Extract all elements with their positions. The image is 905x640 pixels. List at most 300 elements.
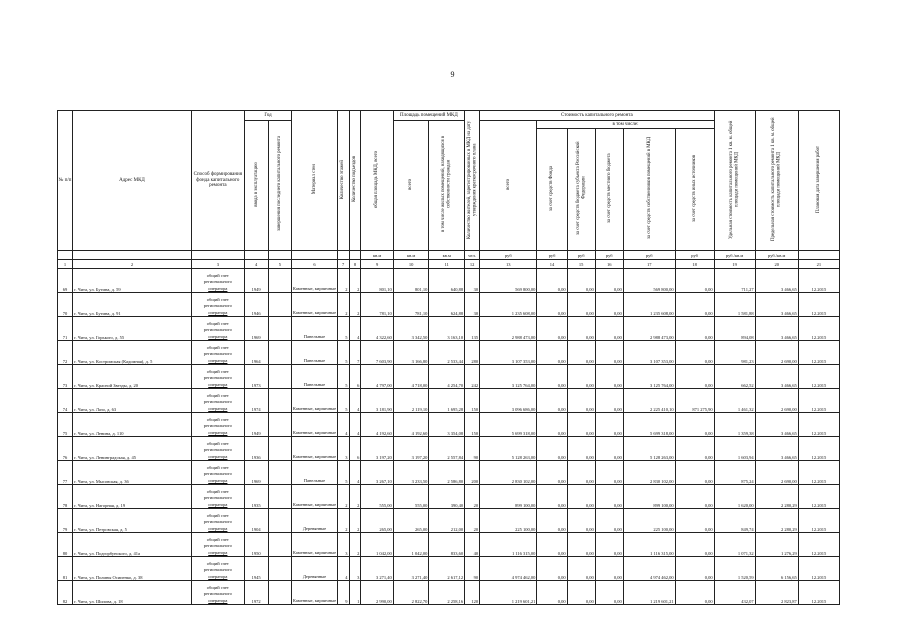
budget-rf-cell: 0,00 (567, 437, 595, 461)
year-last-repair-cell (268, 293, 292, 317)
max-cost-cell: 2 280,29 (755, 485, 798, 509)
premises-owned-cell: 2 533,44 (429, 341, 465, 365)
unit-cost-cell: 1 581,88 (714, 293, 755, 317)
fund-method-cell: общий счет регионального оператора (191, 437, 244, 461)
unit-cell: руб./кв.м (714, 251, 755, 260)
address-cell: г. Чита, ул. Костромская (Кадомная), д. 5 (73, 341, 192, 365)
fund-method-cell: общий счет регионального оператора (191, 509, 244, 533)
fund-cost-cell: 0,00 (537, 557, 567, 581)
budget-rf-cell: 0,00 (567, 461, 595, 485)
total-area-cell: 3 267,10 (361, 461, 393, 485)
year-commission-cell: 1904 (244, 509, 268, 533)
unit-cost-cell: 875,24 (714, 461, 755, 485)
premises-owned-cell: 640,88 (429, 269, 465, 293)
entrances-cell: 2 (349, 509, 361, 533)
floors-cell: 3 (337, 437, 349, 461)
entrances-cell: 4 (349, 389, 361, 413)
premises-owned-cell: 3 354,08 (429, 413, 465, 437)
owners-cost-cell: 5 128 263,00 (623, 437, 675, 461)
year-commission-cell: 1949 (244, 269, 268, 293)
column-number-cell: 19 (714, 260, 755, 269)
wall-material-cell: Панельные (292, 461, 337, 485)
floors-cell: 5 (337, 461, 349, 485)
floors-cell: 3 (337, 533, 349, 557)
row-number: 70 (58, 293, 73, 317)
column-number-cell: 13 (480, 260, 537, 269)
unit-cost-cell: 849,74 (714, 509, 755, 533)
column-number-cell: 7 (337, 260, 349, 269)
row-number: 82 (58, 581, 73, 605)
year-commission-cell: 1945 (244, 557, 268, 581)
year-commission-cell: 1946 (244, 293, 268, 317)
unit-cell (798, 251, 839, 260)
unit-cell (337, 251, 349, 260)
unit-cell (191, 251, 244, 260)
wall-material-cell: Деревянные (292, 557, 337, 581)
year-last-repair-cell (268, 437, 292, 461)
max-cost-cell: 3 466,65 (755, 365, 798, 389)
capital-repair-table (57, 110, 840, 605)
premises-total-cell: 3 342,50 (393, 317, 429, 341)
address-cell: г. Чита, ул. Полины Осипенко, д. 38 (73, 557, 192, 581)
premises-total-cell: 555,00 (393, 485, 429, 509)
other-cost-cell: 0,00 (675, 485, 714, 509)
budget-rf-cell: 0,00 (567, 533, 595, 557)
fund-method-cell: общий счет регионального оператора (191, 365, 244, 389)
budget-local-cell: 0,00 (595, 413, 623, 437)
floors-cell: 5 (337, 317, 349, 341)
unit-cost-cell: 711,27 (714, 269, 755, 293)
unit-cell: руб./кв.м (755, 251, 798, 260)
budget-rf-cell: 0,00 (567, 341, 595, 365)
header-residents: Количество жителей, зарегистрированных в МКД на дату утверждения краткосрочного плана (466, 120, 478, 239)
column-number-cell: 15 (567, 260, 595, 269)
year-last-repair-cell (268, 365, 292, 389)
table-row (58, 413, 840, 437)
entrances-cell: 2 (349, 485, 361, 509)
row-number: 73 (58, 365, 73, 389)
address-cell: г. Чита, ул. Бутина, д. 91 (73, 293, 192, 317)
residents-cell: 150 (465, 413, 480, 437)
unit-cell: чел. (465, 251, 480, 260)
deadline-cell: 12.2015 (798, 293, 839, 317)
entrances-cell: 3 (349, 557, 361, 581)
entrances-cell: 4 (349, 317, 361, 341)
wall-material-cell: Каменные, кирпичные (292, 485, 337, 509)
budget-rf-cell: 0,00 (567, 389, 595, 413)
unit-cost-cell: 894,08 (714, 317, 755, 341)
column-number-cell: 16 (595, 260, 623, 269)
other-cost-cell: 0,00 (675, 461, 714, 485)
budget-rf-cell: 0,00 (567, 485, 595, 509)
total-area-cell: 781,10 (361, 293, 393, 317)
address-cell: г. Чита, ул. Ленинградская, д. 45 (73, 437, 192, 461)
deadline-cell: 12.2015 (798, 461, 839, 485)
column-number-cell: 18 (675, 260, 714, 269)
row-number: 79 (58, 509, 73, 533)
other-cost-cell: 871 275,90 (675, 389, 714, 413)
budget-local-cell: 0,00 (595, 533, 623, 557)
other-cost-cell: 0,00 (675, 293, 714, 317)
cost-total-cell: 1 219 601,21 (480, 581, 537, 605)
address-cell: г. Чита, ул. Нагорная, д. 19 (73, 485, 192, 509)
max-cost-cell: 2 280,29 (755, 509, 798, 533)
header-premises-total: всего (408, 178, 414, 190)
unit-cell (73, 251, 192, 260)
fund-cost-cell: 0,00 (537, 413, 567, 437)
premises-total-cell: 3 271,40 (393, 557, 429, 581)
cost-total-cell: 1 235 608,00 (480, 293, 537, 317)
owners-cost-cell: 569 800,00 (623, 269, 675, 293)
total-area-cell: 2 990,00 (361, 581, 393, 605)
table-body (58, 269, 840, 605)
address-cell: г. Чита, ул. Ленина, д. 110 (73, 413, 192, 437)
unit-cell: кв.м (429, 251, 465, 260)
budget-local-cell: 0,00 (595, 509, 623, 533)
unit-cost-cell: 1 461,32 (714, 389, 755, 413)
budget-rf-cell: 0,00 (567, 581, 595, 605)
column-number-cell: 5 (268, 260, 292, 269)
budget-rf-cell: 0,00 (567, 413, 595, 437)
unit-cell: руб (480, 251, 537, 260)
year-commission-cell: 1974 (244, 389, 268, 413)
fund-cost-cell: 0,00 (537, 461, 567, 485)
row-number: 80 (58, 533, 73, 557)
total-area-cell: 3 181,90 (361, 389, 393, 413)
row-number: 78 (58, 485, 73, 509)
fund-method-cell: общий счет регионального оператора (191, 389, 244, 413)
unit-cost-cell: 981,23 (714, 341, 755, 365)
fund-cost-cell: 0,00 (537, 581, 567, 605)
table-row (58, 389, 840, 413)
header-address: Адрес МКД (73, 111, 192, 251)
premises-total-cell: 3 197,20 (393, 437, 429, 461)
unit-cell: руб (595, 251, 623, 260)
header-cost-total: всего (505, 178, 511, 190)
floors-cell: 9 (337, 581, 349, 605)
residents-cell: 20 (465, 485, 480, 509)
total-area-cell: 4 797,00 (361, 365, 393, 389)
table-row (58, 557, 840, 581)
header-incl: в том числе: (537, 121, 714, 129)
premises-owned-cell: 2 258,16 (429, 581, 465, 605)
entrances-cell: 2 (349, 269, 361, 293)
cost-total-cell: 225 100,00 (480, 509, 537, 533)
max-cost-cell: 1 276,29 (755, 533, 798, 557)
header-year-last-repair: завершения последнего капитального ремонта (277, 136, 283, 232)
wall-material-cell: Панельные (292, 317, 337, 341)
year-last-repair-cell (268, 461, 292, 485)
header-premises-owned: в том числе жилых помещений, находящихся в собственности граждан (441, 136, 452, 233)
deadline-cell: 12.2015 (798, 533, 839, 557)
premises-total-cell: 3 233,50 (393, 461, 429, 485)
address-cell: г. Чита, ул. Горького, д. 55 (73, 317, 192, 341)
deadline-cell: 12.2015 (798, 509, 839, 533)
floors-cell: 5 (337, 389, 349, 413)
unit-cost-cell: 1 359,38 (714, 413, 755, 437)
deadline-cell: 12.2015 (798, 317, 839, 341)
unit-cell: кв.м (361, 251, 393, 260)
wall-material-cell: Каменные, кирпичные (292, 413, 337, 437)
premises-owned-cell: 624,88 (429, 293, 465, 317)
wall-material-cell: Каменные, кирпичные (292, 269, 337, 293)
fund-method-cell: общий счет регионального оператора (191, 317, 244, 341)
header-cost-group: Стоимость капитального ремонта (480, 111, 714, 121)
table-row (58, 365, 840, 389)
premises-owned-cell: 4 254,70 (429, 365, 465, 389)
column-number-cell: 6 (292, 260, 337, 269)
header-fund-method: Способ формирования фонда капитального ремонта (191, 111, 244, 251)
max-cost-cell: 3 466,65 (755, 269, 798, 293)
cost-total-cell: 2 830 102,00 (480, 461, 537, 485)
table-row (58, 461, 840, 485)
address-cell: г. Чита, ул. Петровская, д. 5 (73, 509, 192, 533)
owners-cost-cell: 2 830 102,00 (623, 461, 675, 485)
total-area-cell: 555,00 (361, 485, 393, 509)
column-number-cell: 12 (465, 260, 480, 269)
units-row (58, 251, 840, 260)
column-number-cell: 9 (361, 260, 393, 269)
row-number: 74 (58, 389, 73, 413)
premises-owned-cell: 2 557,84 (429, 437, 465, 461)
residents-cell: 40 (465, 533, 480, 557)
deadline-cell: 12.2015 (798, 485, 839, 509)
fund-method-cell: общий счет регионального оператора (191, 533, 244, 557)
row-number: 71 (58, 317, 73, 341)
cost-total-cell: 4 974 462,00 (480, 557, 537, 581)
budget-local-cell: 0,00 (595, 269, 623, 293)
wall-material-cell: Каменные, кирпичные (292, 533, 337, 557)
cost-total-cell: 5 699 318,00 (480, 413, 537, 437)
year-commission-cell: 1936 (244, 437, 268, 461)
entrances-cell: 7 (349, 341, 361, 365)
residents-cell: 30 (465, 269, 480, 293)
deadline-cell: 12.2015 (798, 365, 839, 389)
unit-cell: руб (537, 251, 567, 260)
budget-local-cell: 0,00 (595, 317, 623, 341)
unit-cell (292, 251, 337, 260)
budget-local-cell: 0,00 (595, 293, 623, 317)
unit-cell (244, 251, 268, 260)
cost-total-cell: 569 800,00 (480, 269, 537, 293)
header-floors: Количество этажей (340, 159, 346, 199)
year-last-repair-cell (268, 533, 292, 557)
year-commission-cell: 1935 (244, 485, 268, 509)
header-fund-cost: за счет средств Фонда (549, 165, 555, 211)
premises-total-cell: 4 718,00 (393, 365, 429, 389)
row-number: 69 (58, 269, 73, 293)
page-number: 9 (450, 70, 455, 79)
entrances-cell: 2 (349, 533, 361, 557)
address-cell: г. Чита, ул. Шилова, д. 18 (73, 581, 192, 605)
year-last-repair-cell (268, 509, 292, 533)
entrances-cell: 4 (349, 461, 361, 485)
max-cost-cell: 2 690,00 (755, 341, 798, 365)
year-last-repair-cell (268, 581, 292, 605)
year-commission-cell: 1969 (244, 461, 268, 485)
residents-cell: 135 (465, 317, 480, 341)
column-number-cell: 14 (537, 260, 567, 269)
row-number: 76 (58, 437, 73, 461)
premises-total-cell: 265,00 (393, 509, 429, 533)
budget-rf-cell: 0,00 (567, 293, 595, 317)
fund-cost-cell: 0,00 (537, 269, 567, 293)
total-area-cell: 7 603,90 (361, 341, 393, 365)
owners-cost-cell: 3 107 353,00 (623, 341, 675, 365)
deadline-cell: 12.2015 (798, 437, 839, 461)
year-commission-cell: 1949 (244, 413, 268, 437)
year-last-repair-cell (268, 341, 292, 365)
table-row (58, 533, 840, 557)
cost-total-cell: 3 096 686,00 (480, 389, 537, 413)
fund-method-cell: общий счет регионального оператора (191, 557, 244, 581)
table-row (58, 485, 840, 509)
total-area-cell: 1 042,00 (361, 533, 393, 557)
cost-total-cell: 3 107 353,00 (480, 341, 537, 365)
table-row (58, 581, 840, 605)
budget-local-cell: 0,00 (595, 485, 623, 509)
header-other: за счет средств иных источников (691, 154, 697, 222)
column-number-cell: 21 (798, 260, 839, 269)
column-number-cell: 4 (244, 260, 268, 269)
other-cost-cell: 0,00 (675, 557, 714, 581)
column-number-cell: 1 (58, 260, 73, 269)
header-deadline: Плановая дата завершения работ (816, 145, 822, 213)
residents-cell: 120 (465, 581, 480, 605)
address-cell: г. Чита, ул. Лазо, д. 63 (73, 389, 192, 413)
residents-cell: 150 (465, 389, 480, 413)
other-cost-cell: 0,00 (675, 269, 714, 293)
premises-total-cell: 781,10 (393, 293, 429, 317)
floors-cell: 2 (337, 269, 349, 293)
budget-local-cell: 0,00 (595, 365, 623, 389)
other-cost-cell: 0,00 (675, 533, 714, 557)
entrances-cell: 2 (349, 293, 361, 317)
fund-cost-cell: 0,00 (537, 509, 567, 533)
residents-cell: 242 (465, 365, 480, 389)
budget-local-cell: 0,00 (595, 389, 623, 413)
premises-owned-cell: 212,00 (429, 509, 465, 533)
unit-cell (268, 251, 292, 260)
year-last-repair-cell (268, 389, 292, 413)
budget-rf-cell: 0,00 (567, 557, 595, 581)
column-number-cell: 17 (623, 260, 675, 269)
header-owners: за счет средств собственников помещений в МКД (646, 137, 652, 240)
column-number-cell: 8 (349, 260, 361, 269)
unit-cell (58, 251, 73, 260)
residents-cell: 280 (465, 341, 480, 365)
fund-cost-cell: 0,00 (537, 365, 567, 389)
floors-cell: 2 (337, 509, 349, 533)
fund-cost-cell: 0,00 (537, 317, 567, 341)
other-cost-cell: 0,00 (675, 413, 714, 437)
unit-cost-cell: 1 620,00 (714, 485, 755, 509)
year-commission-cell: 1973 (244, 365, 268, 389)
fund-cost-cell: 0,00 (537, 485, 567, 509)
owners-cost-cell: 1 219 601,21 (623, 581, 675, 605)
deadline-cell: 12.2015 (798, 389, 839, 413)
residents-cell: 200 (465, 461, 480, 485)
residents-cell: 90 (465, 557, 480, 581)
row-number: 77 (58, 461, 73, 485)
fund-method-cell: общий счет регионального оператора (191, 293, 244, 317)
column-number-cell: 10 (393, 260, 429, 269)
fund-method-cell: общий счет регионального оператора (191, 485, 244, 509)
max-cost-cell: 3 466,65 (755, 293, 798, 317)
cost-total-cell: 1 116 315,00 (480, 533, 537, 557)
header-num: № п/п (58, 111, 73, 251)
budget-local-cell: 0,00 (595, 461, 623, 485)
year-last-repair-cell (268, 413, 292, 437)
premises-owned-cell: 1 695,28 (429, 389, 465, 413)
header-total-area: общая площадь МКД, всего (374, 150, 380, 208)
fund-method-cell: общий счет регионального оператора (191, 413, 244, 437)
table-row (58, 509, 840, 533)
max-cost-cell: 3 466,65 (755, 317, 798, 341)
wall-material-cell: Деревянные (292, 509, 337, 533)
total-area-cell: 3 197,20 (361, 437, 393, 461)
unit-cost-cell: 1 603,94 (714, 437, 755, 461)
fund-method-cell: общий счет регионального оператора (191, 461, 244, 485)
premises-owned-cell: 2 586,80 (429, 461, 465, 485)
year-last-repair-cell (268, 557, 292, 581)
wall-material-cell: Панельные (292, 341, 337, 365)
header-entrances: Количество подъездов (352, 156, 358, 203)
budget-rf-cell: 0,00 (567, 365, 595, 389)
other-cost-cell: 0,00 (675, 317, 714, 341)
unit-cell: кв.м (393, 251, 429, 260)
total-area-cell: 4 322,60 (361, 317, 393, 341)
header-unit-cost: Удельная стоимость капитального ремонта 1 кв. м. общей площади помещений МКД (729, 120, 740, 239)
other-cost-cell: 0,00 (675, 365, 714, 389)
unit-cell: руб (623, 251, 675, 260)
row-number: 72 (58, 341, 73, 365)
max-cost-cell: 2 823,87 (755, 581, 798, 605)
year-commission-cell: 1969 (244, 317, 268, 341)
premises-total-cell: 2 119,10 (393, 389, 429, 413)
premises-total-cell: 2 822,70 (393, 581, 429, 605)
owners-cost-cell: 4 974 462,00 (623, 557, 675, 581)
owners-cost-cell: 899 100,00 (623, 485, 675, 509)
unit-cost-cell: 1 071,32 (714, 533, 755, 557)
other-cost-cell: 0,00 (675, 341, 714, 365)
fund-method-cell: общий счет регионального оператора (191, 581, 244, 605)
floors-cell: 4 (337, 413, 349, 437)
fund-cost-cell: 0,00 (537, 341, 567, 365)
residents-cell: 90 (465, 437, 480, 461)
header-year-group: Год (244, 111, 292, 121)
cost-total-cell: 2 988 473,00 (480, 317, 537, 341)
wall-material-cell: Каменные, кирпичные (292, 389, 337, 413)
wall-material-cell: Каменные, кирпичные (292, 437, 337, 461)
deadline-cell: 12.2015 (798, 581, 839, 605)
residents-cell: 30 (465, 293, 480, 317)
address-cell: г. Чита, ул. Подгорбунского, д. 41а (73, 533, 192, 557)
owners-cost-cell: 2 225 410,10 (623, 389, 675, 413)
budget-local-cell: 0,00 (595, 437, 623, 461)
owners-cost-cell: 1 235 608,00 (623, 293, 675, 317)
unit-cost-cell: 1 520,59 (714, 557, 755, 581)
fund-cost-cell: 0,00 (537, 293, 567, 317)
deadline-cell: 12.2015 (798, 413, 839, 437)
max-cost-cell: 3 466,65 (755, 413, 798, 437)
wall-material-cell: Панельные (292, 365, 337, 389)
cost-total-cell: 899 100,00 (480, 485, 537, 509)
wall-material-cell: Каменные, кирпичные (292, 293, 337, 317)
fund-cost-cell: 0,00 (537, 389, 567, 413)
column-number-cell: 3 (191, 260, 244, 269)
owners-cost-cell: 5 699 318,00 (623, 413, 675, 437)
